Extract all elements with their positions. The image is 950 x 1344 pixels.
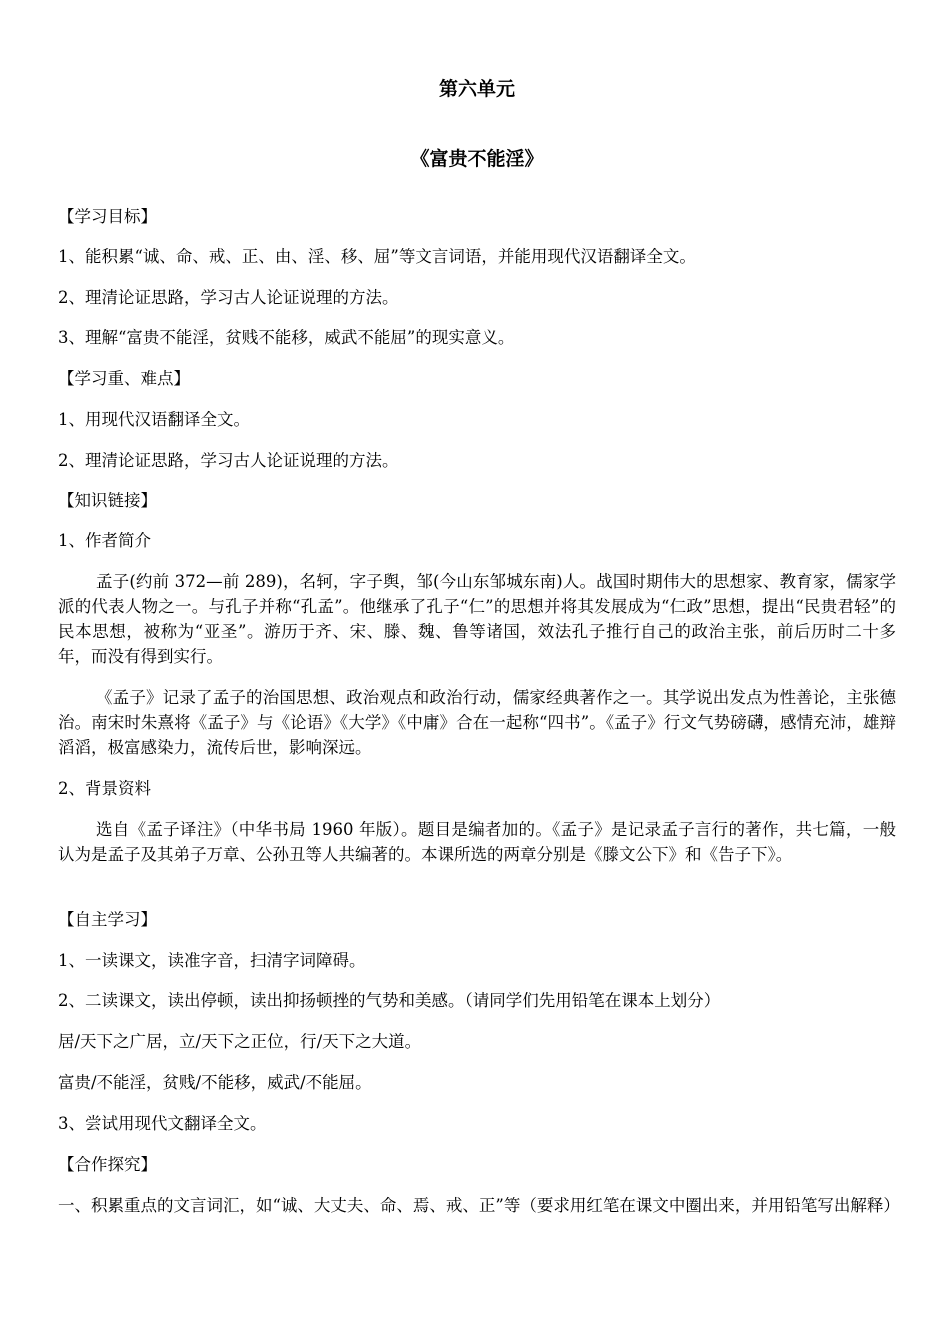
self-study-item: 2、二读课文，读出停顿，读出抑扬顿挫的气势和美感。（请同学们先用铅笔在课本上划分） — [58, 991, 721, 1010]
objectives-heading: 【学习目标】 — [58, 207, 157, 226]
author-paragraph-2: 《孟子》记录了孟子的治国思想、政治观点和政治行动，儒家经典著作之一。其学说出发点为性善论，主张德治。南宋时朱熹将《孟子》与《论语》《大学》《中庸》合在一起称“四书”。《孟子》行文气势磅礴，感情充沛，雄辩滔滔，极富感染力，流传后世，影响深远。 — [58, 688, 896, 757]
cooperation-paragraph: 一、积累重点的文言词汇，如“诚、大丈夫、命、焉、戒、正”等（要求用红笔在课文中圈出来，并用铅笔写出解释） — [58, 1196, 900, 1215]
objective-item: 1、能积累“诚、命、戒、正、由、淫、移、屈”等文言词语，并能用现代汉语翻译全文。 — [58, 247, 696, 266]
knowledge-heading: 【知识链接】 — [58, 491, 157, 510]
lesson-title: 《富贵不能淫》 — [410, 148, 544, 170]
pause-example-line: 居/天下之广居，立/天下之正位，行/天下之大道。 — [58, 1032, 422, 1051]
self-study-heading: 【自主学习】 — [58, 910, 157, 929]
author-heading: 1、作者简介 — [58, 531, 151, 550]
author-paragraph-1: 孟子(约前 372—前 289)，名轲，字子舆，邹(今山东邹城东南)人。战国时期伟大的思想家、教育家，儒家学派的代表人物之一。与孔子并称“孔孟”。他继承了孔子“仁”的思想并将其发展成为“仁政”思想，提出“民贵君轻”的民本思想，被称为“亚圣”。游历于齐、宋、滕、魏、鲁等诸国，效法孔子推行自己的政治主张，前后历时二十多年，而没有得到实行。 — [58, 572, 896, 666]
self-study-item: 3、尝试用现代文翻译全文。 — [58, 1114, 267, 1133]
pause-example-line: 富贵/不能淫，贫贱/不能移，威武/不能屈。 — [58, 1073, 372, 1092]
cooperation-heading: 【合作探究】 — [58, 1155, 157, 1174]
self-study-item: 1、一读课文，读准字音，扫清字词障碍。 — [58, 951, 366, 970]
background-heading: 2、背景资料 — [58, 779, 151, 798]
background-paragraph: 选自《孟子译注》（中华书局 1960 年版）。题目是编者加的。《孟子》是记录孟子言行的著作，共七篇，一般认为是孟子及其弟子万章、公孙丑等人共编著的。本课所选的两章分别是《滕文公下》和《告子下》。 — [58, 820, 896, 864]
key-point-item: 1、用现代汉语翻译全文。 — [58, 410, 250, 429]
objective-item: 3、理解“富贵不能淫，贫贱不能移，威武不能屈”的现实意义。 — [58, 328, 515, 347]
unit-title: 第六单元 — [438, 78, 515, 100]
key-point-item: 2、理清论证思路，学习古人论证说理的方法。 — [58, 451, 399, 470]
objective-item: 2、理清论证思路，学习古人论证说理的方法。 — [58, 288, 399, 307]
key-points-heading: 【学习重、难点】 — [58, 369, 190, 388]
